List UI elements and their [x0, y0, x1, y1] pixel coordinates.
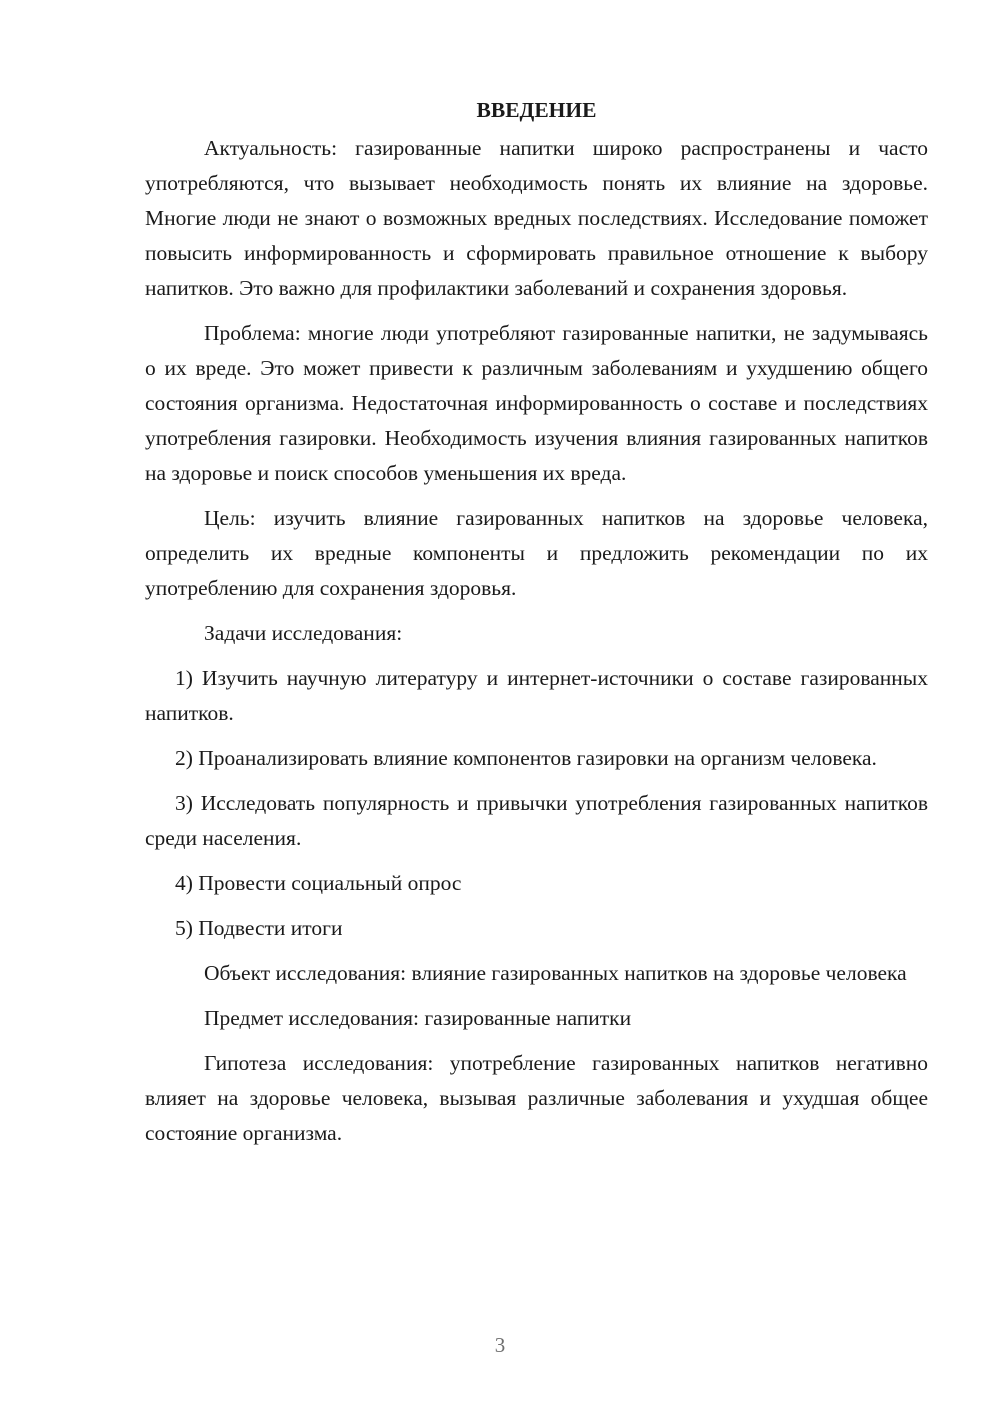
subject-paragraph: Предмет исследования: газированные напитки	[204, 1006, 632, 1030]
problem-paragraph: Проблема: многие люди употребляют газированные напитки, не задумываясь о их вреде. Это может привести к различным заболеваниям и ухудшению общего состояния организма. Недостаточная информированность о составе и последствиях употребления газировки. Необходимость изучения влияния газированных напитков на здоровье и поиск способов уменьшения их вреда.	[145, 321, 928, 485]
document-body	[145, 93, 928, 1161]
relevance-paragraph: Актуальность: газированные напитки широко распространены и часто употребляются, что вызывает необходимость понять их влияние на здоровье. Многие люди не знают о возможных вредных последствиях. Исследование поможет повысить информированность и сформировать правильное отношение к выбору напитков. Это важно для профилактики заболеваний и сохранения здоровья.	[145, 136, 928, 300]
task-item: 1) Изучить научную литературу и интернет-источники о составе газированных напитков.	[145, 666, 928, 725]
goal-paragraph: Цель: изучить влияние газированных напитков на здоровье человека, определить их вредные компоненты и предложить рекомендации по их употреблению для сохранения здоровья.	[145, 506, 928, 600]
task-item: 3) Исследовать популярность и привычки употребления газированных напитков среди населения.	[145, 791, 928, 850]
page-number: 3	[494, 1333, 506, 1357]
tasks-heading: Задачи исследования:	[204, 621, 403, 645]
task-item: 5) Подвести итоги	[175, 916, 343, 940]
hypothesis-paragraph: Гипотеза исследования: употребление газированных напитков негативно влияет на здоровье человека, вызывая различные заболевания и ухудшая общее состояние организма.	[145, 1051, 928, 1145]
section-title: ВВЕДЕНИЕ	[476, 98, 597, 122]
task-item: 4) Провести социальный опрос	[175, 871, 462, 895]
object-paragraph: Объект исследования: влияние газированных напитков на здоровье человека	[204, 961, 907, 985]
tasks-list	[145, 661, 928, 946]
task-item: 2) Проанализировать влияние компонентов газировки на организм человека.	[175, 746, 877, 770]
